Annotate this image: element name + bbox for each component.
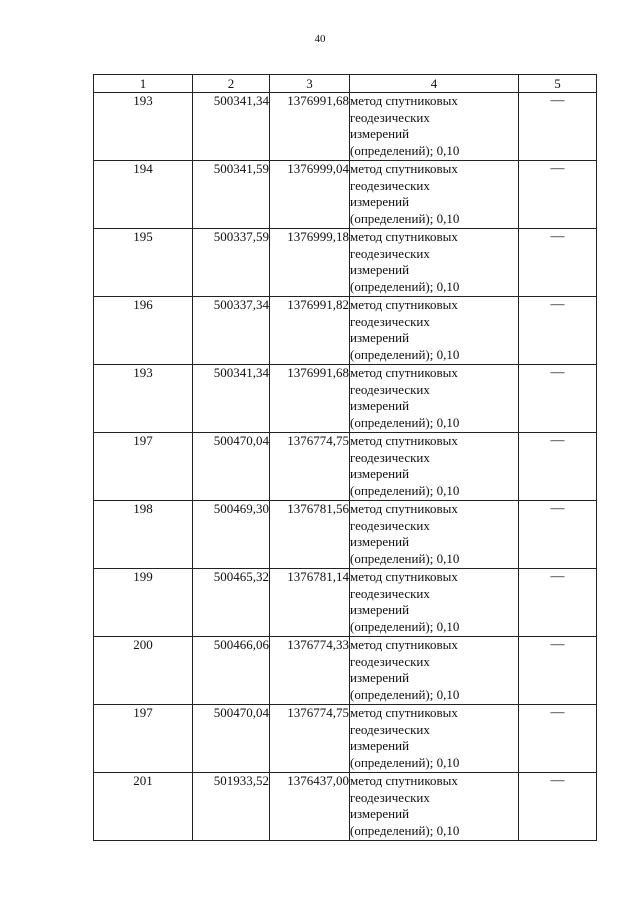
method-cell xyxy=(350,229,519,297)
method-cell xyxy=(350,501,519,569)
point-cell: 193 xyxy=(94,93,193,161)
method-text: метод спутниковых геодезических измерений (определений); 0,10 xyxy=(350,433,460,498)
header-col-4: 4 xyxy=(350,75,519,93)
x-coordinate-cell: 500466,06 xyxy=(193,637,270,705)
y-coordinate-cell: 1376774,75 xyxy=(270,705,350,773)
note-cell: — xyxy=(519,365,597,433)
point-cell: 193 xyxy=(94,365,193,433)
point-cell: 195 xyxy=(94,229,193,297)
x-coordinate-cell: 500470,04 xyxy=(193,433,270,501)
method-cell xyxy=(350,637,519,705)
method-text: метод спутниковых геодезических измерений (определений); 0,10 xyxy=(350,93,460,158)
table-row xyxy=(94,501,597,569)
table-row xyxy=(94,637,597,705)
method-text: метод спутниковых геодезических измерений (определений); 0,10 xyxy=(350,365,460,430)
method-text: метод спутниковых геодезических измерений (определений); 0,10 xyxy=(350,705,460,770)
table-row xyxy=(94,161,597,229)
table-row xyxy=(94,569,597,637)
x-coordinate-cell: 500337,59 xyxy=(193,229,270,297)
point-cell: 201 xyxy=(94,773,193,841)
point-cell: 197 xyxy=(94,433,193,501)
x-coordinate-cell: 500465,32 xyxy=(193,569,270,637)
x-coordinate-cell: 500341,59 xyxy=(193,161,270,229)
table-row xyxy=(94,705,597,773)
y-coordinate-cell: 1376991,82 xyxy=(270,297,350,365)
method-cell xyxy=(350,433,519,501)
table-row xyxy=(94,229,597,297)
note-cell: — xyxy=(519,93,597,161)
x-coordinate-cell: 501933,52 xyxy=(193,773,270,841)
method-text: метод спутниковых геодезических измерений (определений); 0,10 xyxy=(350,637,460,702)
table-row xyxy=(94,773,597,841)
table-row xyxy=(94,433,597,501)
x-coordinate-cell: 500469,30 xyxy=(193,501,270,569)
method-cell xyxy=(350,773,519,841)
method-cell xyxy=(350,569,519,637)
point-cell: 200 xyxy=(94,637,193,705)
method-text: метод спутниковых геодезических измерений (определений); 0,10 xyxy=(350,569,460,634)
point-cell: 198 xyxy=(94,501,193,569)
y-coordinate-cell: 1376999,18 xyxy=(270,229,350,297)
method-cell xyxy=(350,365,519,433)
coordinates-table xyxy=(93,74,597,841)
x-coordinate-cell: 500337,34 xyxy=(193,297,270,365)
y-coordinate-cell: 1376991,68 xyxy=(270,365,350,433)
note-cell: — xyxy=(519,637,597,705)
header-col-3: 3 xyxy=(270,75,350,93)
x-coordinate-cell: 500341,34 xyxy=(193,365,270,433)
x-coordinate-cell: 500341,34 xyxy=(193,93,270,161)
note-cell: — xyxy=(519,501,597,569)
point-cell: 194 xyxy=(94,161,193,229)
table-row xyxy=(94,365,597,433)
method-text: метод спутниковых геодезических измерений (определений); 0,10 xyxy=(350,297,460,362)
method-text: метод спутниковых геодезических измерений (определений); 0,10 xyxy=(350,229,460,294)
point-cell: 197 xyxy=(94,705,193,773)
method-text: метод спутниковых геодезических измерений (определений); 0,10 xyxy=(350,501,460,566)
x-coordinate-cell: 500470,04 xyxy=(193,705,270,773)
y-coordinate-cell: 1376781,14 xyxy=(270,569,350,637)
method-cell xyxy=(350,705,519,773)
header-col-2: 2 xyxy=(193,75,270,93)
y-coordinate-cell: 1376781,56 xyxy=(270,501,350,569)
page-number: 40 xyxy=(314,33,326,45)
note-cell: — xyxy=(519,705,597,773)
method-text: метод спутниковых геодезических измерений (определений); 0,10 xyxy=(350,773,460,838)
point-cell: 196 xyxy=(94,297,193,365)
note-cell: — xyxy=(519,433,597,501)
header-col-5: 5 xyxy=(519,75,597,93)
note-cell: — xyxy=(519,229,597,297)
note-cell: — xyxy=(519,773,597,841)
header-col-1: 1 xyxy=(94,75,193,93)
method-cell xyxy=(350,161,519,229)
note-cell: — xyxy=(519,161,597,229)
table-row xyxy=(94,93,597,161)
y-coordinate-cell: 1376991,68 xyxy=(270,93,350,161)
y-coordinate-cell: 1376774,75 xyxy=(270,433,350,501)
method-text: метод спутниковых геодезических измерений (определений); 0,10 xyxy=(350,161,460,226)
method-cell xyxy=(350,93,519,161)
note-cell: — xyxy=(519,569,597,637)
y-coordinate-cell: 1376999,04 xyxy=(270,161,350,229)
note-cell: — xyxy=(519,297,597,365)
table-row xyxy=(94,297,597,365)
y-coordinate-cell: 1376437,00 xyxy=(270,773,350,841)
point-cell: 199 xyxy=(94,569,193,637)
method-cell xyxy=(350,297,519,365)
table-header-row xyxy=(94,75,597,93)
y-coordinate-cell: 1376774,33 xyxy=(270,637,350,705)
